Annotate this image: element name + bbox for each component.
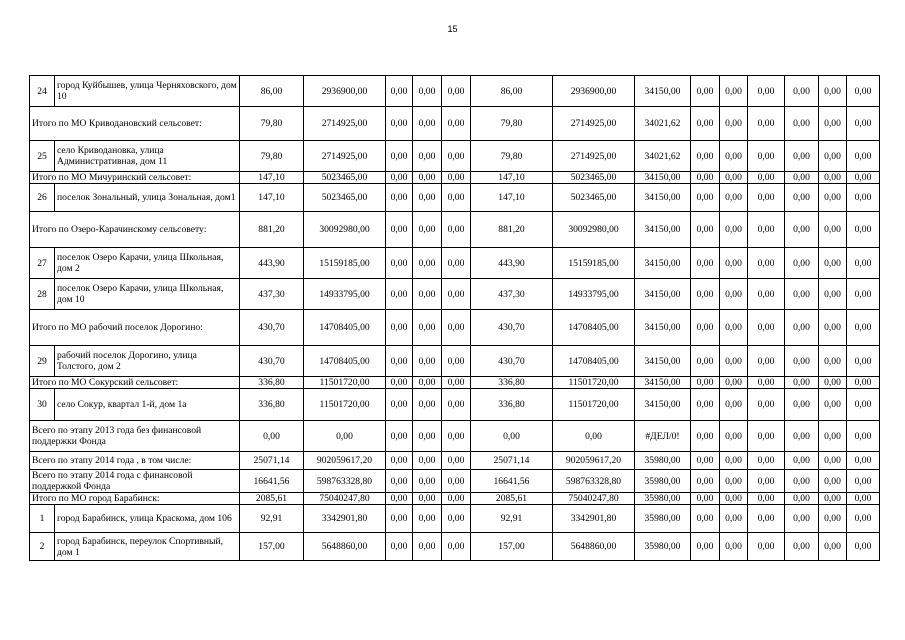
value-cell: 0,00 — [748, 279, 785, 310]
value-cell: 0,00 — [442, 452, 471, 470]
value-cell: 5023465,00 — [304, 172, 386, 184]
value-cell: 2936900,00 — [304, 76, 386, 107]
value-cell: 0,00 — [847, 107, 880, 141]
value-cell: 0,00 — [819, 184, 847, 212]
value-cell: 34021,62 — [635, 107, 691, 141]
value-cell: 0,00 — [691, 141, 720, 172]
value-cell: 0,00 — [386, 470, 413, 493]
value-cell: 0,00 — [386, 421, 413, 452]
value-cell: 0,00 — [748, 212, 785, 248]
value-cell: 0,00 — [442, 310, 471, 346]
table-total-row — [30, 212, 880, 248]
value-cell: 0,00 — [442, 212, 471, 248]
value-cell: 0,00 — [720, 76, 748, 107]
total-label-cell: Всего по этапу 2013 года без финансовой поддержки Фонда — [30, 421, 240, 452]
value-cell: 34150,00 — [635, 279, 691, 310]
value-cell: 0,00 — [819, 389, 847, 421]
value-cell: 0,00 — [304, 421, 386, 452]
value-cell: 881,20 — [240, 212, 304, 248]
value-cell: 0,00 — [748, 377, 785, 389]
value-cell: 0,00 — [691, 389, 720, 421]
value-cell: 0,00 — [386, 212, 413, 248]
value-cell: 0,00 — [785, 346, 819, 377]
value-cell: 147,10 — [240, 172, 304, 184]
value-cell: 0,00 — [442, 279, 471, 310]
total-label-cell: Всего по этапу 2014 года с финансовой поддержкой Фонда — [30, 470, 240, 493]
value-cell: 0,00 — [847, 76, 880, 107]
value-cell: 0,00 — [691, 421, 720, 452]
value-cell: 2714925,00 — [553, 141, 635, 172]
value-cell: 0,00 — [819, 470, 847, 493]
value-cell: 15159185,00 — [553, 248, 635, 279]
value-cell: 0,00 — [785, 389, 819, 421]
value-cell: 0,00 — [413, 248, 442, 279]
value-cell: 147,10 — [471, 172, 553, 184]
value-cell: 437,30 — [240, 279, 304, 310]
value-cell: 0,00 — [413, 184, 442, 212]
value-cell: 0,00 — [553, 421, 635, 452]
value-cell: 34150,00 — [635, 212, 691, 248]
value-cell: 0,00 — [413, 310, 442, 346]
value-cell: 34150,00 — [635, 377, 691, 389]
value-cell: 0,00 — [785, 141, 819, 172]
value-cell: 0,00 — [442, 533, 471, 561]
value-cell: 0,00 — [720, 172, 748, 184]
value-cell: 0,00 — [785, 452, 819, 470]
value-cell: 0,00 — [819, 107, 847, 141]
value-cell: 0,00 — [471, 421, 553, 452]
value-cell: 598763328,80 — [304, 470, 386, 493]
value-cell: 0,00 — [720, 377, 748, 389]
value-cell: 3342901,80 — [553, 505, 635, 533]
value-cell: 0,00 — [720, 346, 748, 377]
value-cell: 336,80 — [240, 377, 304, 389]
value-cell: 0,00 — [785, 107, 819, 141]
value-cell: 0,00 — [819, 346, 847, 377]
value-cell: 0,00 — [386, 377, 413, 389]
value-cell: 0,00 — [386, 141, 413, 172]
value-cell: 0,00 — [847, 377, 880, 389]
value-cell: 0,00 — [720, 310, 748, 346]
value-cell: 0,00 — [720, 107, 748, 141]
value-cell: 0,00 — [386, 76, 413, 107]
value-cell: 902059617,20 — [304, 452, 386, 470]
value-cell: 157,00 — [240, 533, 304, 561]
table-row — [30, 533, 880, 561]
value-cell: 0,00 — [847, 212, 880, 248]
value-cell: 0,00 — [785, 279, 819, 310]
value-cell: 25071,14 — [471, 452, 553, 470]
value-cell: 35980,00 — [635, 505, 691, 533]
value-cell: 336,80 — [240, 389, 304, 421]
value-cell: 34150,00 — [635, 389, 691, 421]
address-cell: поселок Зональный, улица Зональная, дом1 — [55, 184, 240, 212]
value-cell: 0,00 — [720, 505, 748, 533]
value-cell: 16641,56 — [471, 470, 553, 493]
value-cell: 157,00 — [471, 533, 553, 561]
value-cell: 0,00 — [720, 184, 748, 212]
value-cell: 0,00 — [413, 107, 442, 141]
value-cell: 0,00 — [413, 346, 442, 377]
value-cell: 0,00 — [442, 248, 471, 279]
address-cell: поселок Озеро Карачи, улица Школьная, дом 10 — [55, 279, 240, 310]
table-total-row — [30, 493, 880, 505]
row-number-cell: 24 — [30, 76, 55, 107]
housing-program-table — [29, 75, 880, 561]
value-cell: 15159185,00 — [304, 248, 386, 279]
table-row — [30, 184, 880, 212]
value-cell: 0,00 — [442, 421, 471, 452]
value-cell: 336,80 — [471, 377, 553, 389]
value-cell: 0,00 — [413, 493, 442, 505]
value-cell: 14708405,00 — [304, 310, 386, 346]
value-cell: 0,00 — [691, 248, 720, 279]
value-cell: 0,00 — [847, 141, 880, 172]
value-cell: 598763328,80 — [553, 470, 635, 493]
value-cell: 34150,00 — [635, 346, 691, 377]
value-cell: 430,70 — [240, 346, 304, 377]
value-cell: 0,00 — [442, 346, 471, 377]
table-row — [30, 505, 880, 533]
value-cell: 0,00 — [691, 533, 720, 561]
table-row — [30, 279, 880, 310]
value-cell: 0,00 — [691, 184, 720, 212]
value-cell: 0,00 — [847, 346, 880, 377]
value-cell: 0,00 — [720, 493, 748, 505]
value-cell: 86,00 — [240, 76, 304, 107]
table-row — [30, 346, 880, 377]
row-number-cell: 25 — [30, 141, 55, 172]
value-cell: 0,00 — [748, 310, 785, 346]
value-cell: 0,00 — [720, 470, 748, 493]
value-cell: 14708405,00 — [553, 346, 635, 377]
value-cell: 0,00 — [386, 107, 413, 141]
value-cell: 35980,00 — [635, 452, 691, 470]
value-cell: 35980,00 — [635, 470, 691, 493]
value-cell: 34150,00 — [635, 172, 691, 184]
value-cell: 0,00 — [847, 184, 880, 212]
address-cell: рабочий поселок Дорогино, улица Толстого, дом 2 — [55, 346, 240, 377]
value-cell: 0,00 — [442, 470, 471, 493]
value-cell: 0,00 — [720, 248, 748, 279]
value-cell: 0,00 — [413, 470, 442, 493]
value-cell: 0,00 — [785, 212, 819, 248]
value-cell: 0,00 — [720, 279, 748, 310]
value-cell: 0,00 — [847, 279, 880, 310]
value-cell: 430,70 — [471, 346, 553, 377]
value-cell: 0,00 — [386, 452, 413, 470]
value-cell: 0,00 — [691, 346, 720, 377]
value-cell: 14933795,00 — [304, 279, 386, 310]
table-row — [30, 141, 880, 172]
row-number-cell: 26 — [30, 184, 55, 212]
value-cell: 5023465,00 — [553, 172, 635, 184]
value-cell: 0,00 — [785, 505, 819, 533]
value-cell: 30092980,00 — [553, 212, 635, 248]
value-cell: 0,00 — [785, 470, 819, 493]
value-cell: 0,00 — [748, 505, 785, 533]
table-total-row — [30, 107, 880, 141]
value-cell: 0,00 — [442, 505, 471, 533]
value-cell: 0,00 — [386, 310, 413, 346]
address-cell: село Сокур, квартал 1-й, дом 1а — [55, 389, 240, 421]
value-cell: 0,00 — [748, 172, 785, 184]
total-label-cell: Итого по МО рабочий поселок Дорогино: — [30, 310, 240, 346]
value-cell: 0,00 — [847, 389, 880, 421]
value-cell: 0,00 — [386, 346, 413, 377]
value-cell: 34150,00 — [635, 310, 691, 346]
value-cell: 147,10 — [240, 184, 304, 212]
value-cell: 0,00 — [819, 76, 847, 107]
value-cell: 0,00 — [413, 389, 442, 421]
value-cell: 0,00 — [386, 172, 413, 184]
value-cell: 0,00 — [720, 421, 748, 452]
value-cell: 0,00 — [413, 76, 442, 107]
value-cell: 430,70 — [240, 310, 304, 346]
value-cell: 0,00 — [748, 389, 785, 421]
value-cell: 0,00 — [386, 389, 413, 421]
value-cell: 0,00 — [720, 452, 748, 470]
table-row — [30, 389, 880, 421]
value-cell: 0,00 — [785, 533, 819, 561]
value-cell: 0,00 — [691, 212, 720, 248]
value-cell: 79,80 — [240, 107, 304, 141]
value-cell: 11501720,00 — [304, 377, 386, 389]
value-cell: 34150,00 — [635, 76, 691, 107]
value-cell: 0,00 — [413, 505, 442, 533]
value-cell: 0,00 — [691, 452, 720, 470]
value-cell: 5648860,00 — [553, 533, 635, 561]
value-cell: 92,91 — [240, 505, 304, 533]
value-cell: 0,00 — [442, 377, 471, 389]
address-cell: город Куйбышев, улица Черняховского, дом 10 — [55, 76, 240, 107]
value-cell: 0,00 — [847, 493, 880, 505]
total-label-cell: Итого по МО Криводановский сельсовет: — [30, 107, 240, 141]
value-cell: 35980,00 — [635, 493, 691, 505]
value-cell: 0,00 — [691, 279, 720, 310]
value-cell: 0,00 — [748, 76, 785, 107]
value-cell: 0,00 — [413, 279, 442, 310]
value-cell: 11501720,00 — [553, 389, 635, 421]
value-cell: 0,00 — [691, 76, 720, 107]
value-cell: 0,00 — [691, 470, 720, 493]
value-cell: 881,20 — [471, 212, 553, 248]
value-cell: 0,00 — [748, 452, 785, 470]
value-cell: 2936900,00 — [553, 76, 635, 107]
value-cell: 0,00 — [691, 107, 720, 141]
value-cell: 437,30 — [471, 279, 553, 310]
table-total-row — [30, 310, 880, 346]
value-cell: 0,00 — [413, 421, 442, 452]
value-cell: 0,00 — [785, 310, 819, 346]
value-cell: 34150,00 — [635, 184, 691, 212]
total-label-cell: Всего по этапу 2014 года , в том числе: — [30, 452, 240, 470]
page-number: 15 — [447, 24, 458, 34]
value-cell: 2714925,00 — [304, 141, 386, 172]
value-cell: 0,00 — [748, 141, 785, 172]
value-cell: 35980,00 — [635, 533, 691, 561]
value-cell: 0,00 — [847, 452, 880, 470]
value-cell: 0,00 — [386, 184, 413, 212]
value-cell: 0,00 — [819, 452, 847, 470]
value-cell: 14708405,00 — [553, 310, 635, 346]
value-cell: 0,00 — [847, 470, 880, 493]
value-cell: 0,00 — [240, 421, 304, 452]
table-total-row — [30, 470, 880, 493]
value-cell: 0,00 — [691, 172, 720, 184]
value-cell: 79,80 — [240, 141, 304, 172]
address-cell: город Барабинск, улица Краскома, дом 106 — [55, 505, 240, 533]
value-cell: 0,00 — [442, 172, 471, 184]
value-cell: 0,00 — [413, 452, 442, 470]
total-label-cell: Итого по Озеро-Карачинскому сельсовету: — [30, 212, 240, 248]
value-cell: 0,00 — [691, 505, 720, 533]
value-cell: 0,00 — [691, 377, 720, 389]
value-cell: 0,00 — [442, 493, 471, 505]
row-number-cell: 1 — [30, 505, 55, 533]
value-cell: 0,00 — [413, 141, 442, 172]
value-cell: 92,91 — [471, 505, 553, 533]
table-total-row — [30, 452, 880, 470]
address-cell: город Барабинск, переулок Спортивный, дом 1 — [55, 533, 240, 561]
value-cell: 0,00 — [819, 421, 847, 452]
value-cell: 0,00 — [785, 421, 819, 452]
table-total-row — [30, 377, 880, 389]
value-cell: 0,00 — [819, 279, 847, 310]
value-cell: 79,80 — [471, 141, 553, 172]
value-cell: 14933795,00 — [553, 279, 635, 310]
value-cell: 0,00 — [748, 493, 785, 505]
value-cell: 443,90 — [240, 248, 304, 279]
value-cell: 0,00 — [442, 76, 471, 107]
value-cell: 3342901,80 — [304, 505, 386, 533]
table-row — [30, 76, 880, 107]
value-cell: 0,00 — [720, 141, 748, 172]
value-cell: 0,00 — [442, 389, 471, 421]
value-cell: 336,80 — [471, 389, 553, 421]
value-cell: 5023465,00 — [304, 184, 386, 212]
value-cell: 443,90 — [471, 248, 553, 279]
value-cell: 0,00 — [386, 505, 413, 533]
value-cell: 0,00 — [819, 310, 847, 346]
value-cell: 902059617,20 — [553, 452, 635, 470]
value-cell: 0,00 — [819, 172, 847, 184]
value-cell: 11501720,00 — [304, 389, 386, 421]
value-cell: 86,00 — [471, 76, 553, 107]
value-cell: 0,00 — [819, 377, 847, 389]
value-cell: 0,00 — [785, 377, 819, 389]
value-cell: 0,00 — [785, 248, 819, 279]
value-cell: 0,00 — [413, 212, 442, 248]
value-cell: 79,80 — [471, 107, 553, 141]
total-label-cell: Итого по МО город Барабинск: — [30, 493, 240, 505]
total-label-cell: Итого по МО Мичуринский сельсовет: — [30, 172, 240, 184]
value-cell: 0,00 — [785, 184, 819, 212]
value-cell: 14708405,00 — [304, 346, 386, 377]
value-cell: 0,00 — [720, 389, 748, 421]
value-cell: 0,00 — [442, 184, 471, 212]
total-label-cell: Итого по МО Сокурский сельсовет: — [30, 377, 240, 389]
value-cell: 0,00 — [691, 493, 720, 505]
value-cell: 75040247,80 — [304, 493, 386, 505]
row-number-cell: 28 — [30, 279, 55, 310]
value-cell: 2714925,00 — [553, 107, 635, 141]
value-cell: 0,00 — [819, 505, 847, 533]
value-cell: 30092980,00 — [304, 212, 386, 248]
value-cell: 0,00 — [413, 172, 442, 184]
value-cell: 0,00 — [847, 172, 880, 184]
value-cell: 34021,62 — [635, 141, 691, 172]
value-cell: 0,00 — [442, 141, 471, 172]
value-cell: 0,00 — [386, 493, 413, 505]
value-cell: 0,00 — [847, 248, 880, 279]
value-cell: 0,00 — [819, 141, 847, 172]
value-cell: 0,00 — [819, 493, 847, 505]
value-cell: 0,00 — [819, 248, 847, 279]
value-cell: 0,00 — [748, 421, 785, 452]
row-number-cell: 29 — [30, 346, 55, 377]
value-cell: 0,00 — [819, 533, 847, 561]
value-cell: 0,00 — [386, 279, 413, 310]
value-cell: 0,00 — [785, 172, 819, 184]
row-number-cell: 27 — [30, 248, 55, 279]
value-cell: 0,00 — [748, 107, 785, 141]
value-cell: 0,00 — [785, 76, 819, 107]
value-cell: 0,00 — [748, 470, 785, 493]
address-cell: поселок Озеро Карачи, улица Школьная, дом 2 — [55, 248, 240, 279]
address-cell: село Криводановка, улица Административная, дом 11 — [55, 141, 240, 172]
value-cell: 25071,14 — [240, 452, 304, 470]
value-cell: 0,00 — [720, 212, 748, 248]
value-cell: 0,00 — [386, 248, 413, 279]
value-cell: #ДЕЛ/0! — [635, 421, 691, 452]
row-number-cell: 30 — [30, 389, 55, 421]
value-cell: 0,00 — [413, 377, 442, 389]
value-cell: 147,10 — [471, 184, 553, 212]
value-cell: 34150,00 — [635, 248, 691, 279]
table-total-row — [30, 172, 880, 184]
value-cell: 75040247,80 — [553, 493, 635, 505]
value-cell: 0,00 — [720, 533, 748, 561]
value-cell: 2714925,00 — [304, 107, 386, 141]
value-cell: 0,00 — [413, 533, 442, 561]
value-cell: 0,00 — [748, 533, 785, 561]
table-total-row — [30, 421, 880, 452]
table-row — [30, 248, 880, 279]
value-cell: 16641,56 — [240, 470, 304, 493]
value-cell: 0,00 — [442, 107, 471, 141]
value-cell: 2085,61 — [240, 493, 304, 505]
value-cell: 5648860,00 — [304, 533, 386, 561]
value-cell: 0,00 — [748, 346, 785, 377]
value-cell: 0,00 — [748, 184, 785, 212]
value-cell: 0,00 — [785, 493, 819, 505]
value-cell: 11501720,00 — [553, 377, 635, 389]
value-cell: 0,00 — [847, 421, 880, 452]
value-cell: 5023465,00 — [553, 184, 635, 212]
value-cell: 0,00 — [386, 533, 413, 561]
value-cell: 0,00 — [819, 212, 847, 248]
value-cell: 0,00 — [847, 310, 880, 346]
value-cell: 0,00 — [847, 505, 880, 533]
row-number-cell: 2 — [30, 533, 55, 561]
value-cell: 430,70 — [471, 310, 553, 346]
value-cell: 0,00 — [748, 248, 785, 279]
value-cell: 2085,61 — [471, 493, 553, 505]
value-cell: 0,00 — [691, 310, 720, 346]
value-cell: 0,00 — [847, 533, 880, 561]
